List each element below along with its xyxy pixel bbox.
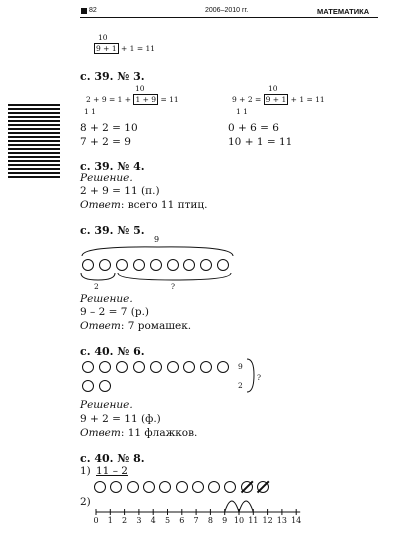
number-line-tick-label: 14 [291, 516, 302, 525]
task3-right-suffix: + 1 = 11 [290, 95, 325, 104]
number-line-tick-label: 9 [222, 516, 228, 525]
task3-eq-right-2: 10 + 1 = 11 [228, 136, 293, 148]
task4-solution-label: Решение. [80, 172, 133, 184]
header-subject: МАТЕМАТИКА [317, 7, 370, 16]
task3-right-below: 1 1 [236, 107, 248, 116]
task3-right-boxed: 9 + 1 [265, 95, 287, 104]
task3-eq-left-2: 7 + 2 = 9 [80, 136, 131, 148]
number-line-tick-label: 2 [122, 516, 128, 525]
fragment-above: 10 [98, 33, 108, 42]
task3-eq-right-1: 0 + 6 = 6 [228, 122, 279, 134]
task3-eq-left-1: 8 + 2 = 10 [80, 122, 138, 134]
task5-answer-text: : 7 ромашек. [120, 320, 192, 332]
task3-left-below: 1 1 [84, 107, 96, 116]
task8-part2-label: 2) [80, 496, 91, 508]
task5-solution: 9 – 2 = 7 (р.) [80, 306, 150, 318]
number-line-tick-label: 6 [179, 516, 185, 525]
task3-left-prefix: 2 + 9 = 1 + [86, 95, 132, 104]
task4-solution: 2 + 9 = 11 (п.) [80, 185, 160, 197]
task6-solution: 9 + 2 = 11 (ф.) [80, 413, 161, 425]
number-line-tick-label: 13 [276, 516, 287, 525]
number-line-tick-label: 7 [193, 516, 199, 525]
number-line-tick-label: 10 [233, 516, 245, 525]
fragment-boxed: 9 + 1 [96, 44, 117, 53]
number-line-tick-label: 11 [248, 516, 259, 525]
task6-row1-label: 9 [238, 362, 243, 371]
number-line-tick-label: 12 [262, 516, 273, 525]
task3-right-above: 10 [268, 84, 278, 93]
page-number: 82 [89, 7, 97, 14]
task5-top-label: 9 [154, 235, 160, 244]
task3-left-above: 10 [135, 84, 145, 93]
task4-heading: с. 39. № 4. [80, 160, 145, 173]
task6-heading: с. 40. № 6. [80, 345, 145, 358]
task3-left-suffix: = 11 [160, 95, 179, 104]
task4-answer-label: Ответ [80, 199, 121, 211]
task8-part1-label: 1) [80, 465, 91, 477]
task6-question: ? [257, 373, 262, 382]
task8-heading: с. 40. № 8. [80, 452, 145, 465]
task8-part1-expr: 11 – 2 [96, 465, 128, 477]
task4-answer-text: : всего 11 птиц. [120, 199, 208, 211]
number-line-tick-label: 0 [93, 516, 99, 525]
task6-answer-text: : 11 флажков. [120, 427, 198, 439]
number-line-tick-label: 5 [164, 516, 171, 525]
task6-answer-label: Ответ [80, 427, 121, 439]
task5-heading: с. 39. № 5. [80, 224, 145, 237]
task5-answer-label: Ответ [80, 320, 121, 332]
task6-row2-label: 2 [238, 381, 243, 390]
task3-heading: с. 39. № 3. [80, 70, 145, 83]
number-line-tick-label: 1 [107, 516, 113, 525]
task3-left-boxed: 1 + 9 [135, 95, 157, 104]
number-line-tick-label: 4 [150, 516, 156, 525]
task5-left-label: 2 [94, 282, 99, 291]
number-line-tick-label: 3 [136, 516, 142, 525]
number-line-jump-arc [239, 501, 253, 512]
task5-right-label: ? [171, 282, 176, 291]
fragment-rest: + 1 = 11 [121, 44, 156, 53]
task3-right-prefix: 9 + 2 = [232, 95, 262, 104]
task6-solution-label: Решение. [80, 399, 133, 411]
header-years: 2006–2010 гг. [205, 7, 249, 14]
task5-solution-label: Решение. [80, 293, 133, 305]
number-line-jump-arc [225, 501, 239, 512]
number-line-tick-label: 8 [207, 516, 213, 525]
